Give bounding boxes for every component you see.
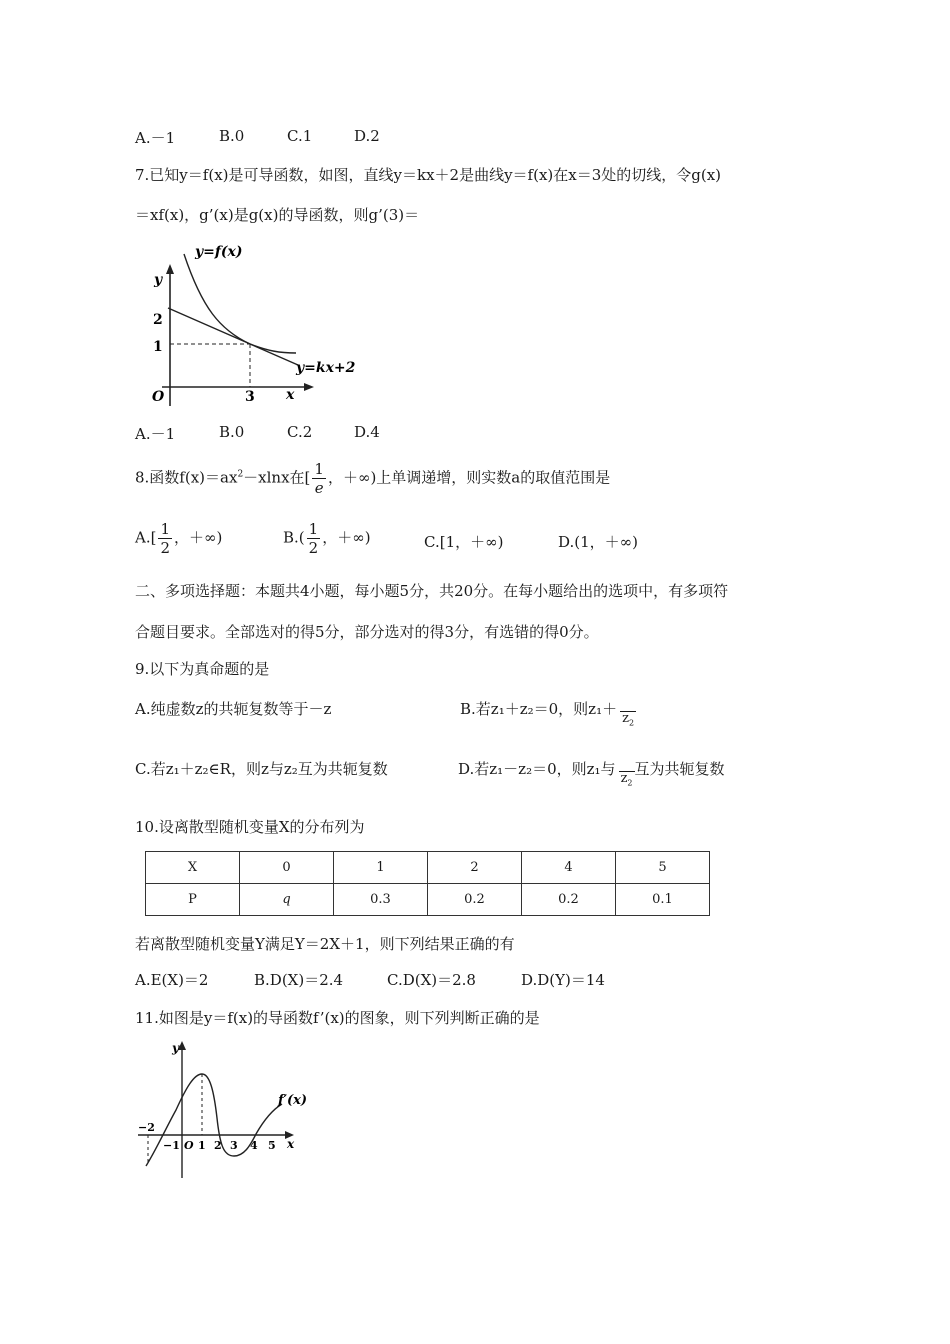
table-row (146, 852, 710, 884)
q7-origin-label: O (152, 389, 165, 405)
q10-option-b: B.D(X)＝2.4 (254, 971, 344, 989)
q8-option-d: D.(1，＋∞) (558, 533, 639, 551)
q8-opt-a-pre: A.[ (135, 528, 157, 547)
q7-stem-line2: ＝xf(x)，g’(x)是g(x)的导函数，则g’(3)＝ (135, 206, 420, 224)
table-cell: 1 (334, 852, 428, 884)
q9-option-a: A.纯虚数z的共轭复数等于－z (135, 700, 332, 718)
q11-curve-label: f′(x) (278, 1093, 308, 1108)
q8-suffix: ，＋∞)上单调递增，则实数a的取值范围是 (327, 468, 611, 487)
q8-opt-a-post: ，＋∞) (174, 528, 223, 547)
q10-option-c: C.D(X)＝2.8 (387, 971, 476, 989)
q9-option-d (458, 758, 725, 788)
q9-opt-d-pre: D.若z₁－z₂＝0，则z₁与 (458, 760, 616, 778)
q9-opt-d-post: 互为共轭复数 (634, 760, 725, 778)
table-cell: 2 (428, 852, 522, 884)
q8-opt-b-post: ，＋∞) (322, 528, 371, 547)
q11-tick-1: 1 (198, 1139, 206, 1152)
table-cell: 0.1 (616, 884, 710, 916)
table-cell: 4 (522, 852, 616, 884)
q11-tick-neg1: −1 (163, 1139, 180, 1152)
q9-stem: 9.以下为真命题的是 (135, 660, 270, 678)
q8-opt-b-num: 1 (308, 520, 319, 538)
q11-stem: 11.如图是y＝f(x)的导函数f’(x)的图象，则下列判断正确的是 (135, 1009, 540, 1027)
q9-option-b (460, 698, 636, 728)
q8-frac-num: 1 (314, 460, 324, 478)
section2-line1: 二、多项选择题：本题共4小题，每小题5分，共20分。在每小题给出的选项中，有多项符 (135, 582, 729, 600)
q8-frac-den: e (314, 479, 324, 497)
table-cell: P (146, 884, 240, 916)
q8-option-c: C.[1，＋∞) (424, 533, 504, 551)
q7-curve-label: y=f(x) (195, 244, 243, 260)
q11-tick-4: 4 (250, 1139, 258, 1152)
q8-exponent: 2 (237, 469, 244, 480)
q6-option-b: B.0 (219, 127, 245, 145)
q11-origin-label: O (184, 1139, 194, 1152)
q7-tick-y2: 2 (153, 312, 163, 328)
table-cell: 0.3 (334, 884, 428, 916)
table-cell: 0 (240, 852, 334, 884)
q7-stem-line1: 7.已知y＝f(x)是可导函数，如图，直线y＝kx＋2是曲线y＝f(x)在x＝3处的切线，令g(x) (135, 166, 722, 184)
q9-option-c: C.若z₁＋z₂∈R，则z与z₂互为共轭复数 (135, 760, 388, 778)
table-cell: 0.2 (428, 884, 522, 916)
q6-option-d: D.2 (354, 127, 380, 145)
q11-x-axis-label: x (287, 1137, 295, 1151)
q9-opt-b-conj-sub: 2 (628, 718, 635, 728)
q7-option-b: B.0 (219, 423, 245, 441)
table-cell: 0.2 (522, 884, 616, 916)
q7-line-label: y=kx+2 (296, 360, 356, 376)
table-cell: q (240, 884, 334, 916)
q9-opt-b-conj (620, 711, 636, 731)
q11-tick-5: 5 (268, 1139, 276, 1152)
q11-tick-3: 3 (230, 1139, 238, 1152)
q11-tick-neg2: −2 (138, 1121, 155, 1134)
q7-tick-x3: 3 (245, 389, 255, 405)
q10-follow: 若离散型随机变量Y满足Y＝2X＋1，则下列结果正确的有 (135, 935, 515, 953)
q8-opt-a-den: 2 (160, 539, 170, 557)
q8-option-a (135, 520, 222, 557)
q10-option-d: D.D(Y)＝14 (521, 971, 605, 989)
table-row (146, 884, 710, 916)
q8-prefix: 8.函数f(x)＝ax (135, 468, 238, 487)
q8-opt-a-frac (158, 520, 172, 557)
q9-opt-d-conj-sub: 2 (627, 778, 633, 788)
q9-opt-d-conj (619, 771, 635, 791)
q8-fraction (312, 460, 326, 497)
q7-x-axis-label: x (286, 387, 295, 403)
q8-opt-a-num: 1 (160, 520, 170, 538)
q9-opt-b-conj-z: z (622, 711, 629, 726)
q11-tick-2: 2 (214, 1139, 222, 1152)
q8-opt-b-frac (307, 520, 321, 557)
q6-option-a: A.－1 (135, 129, 176, 147)
q7-option-d: D.4 (354, 423, 380, 441)
section2-line2: 合题目要求。全部选对的得5分，部分选对的得3分，有选错的得0分。 (135, 623, 599, 641)
q8-stem (135, 460, 610, 497)
q7-tangent-figure (140, 238, 370, 413)
q10-stem: 10.设离散型随机变量X的分布列为 (135, 818, 365, 836)
q8-opt-b-pre: B.( (283, 528, 305, 547)
q7-tick-y1: 1 (153, 339, 163, 355)
q11-y-axis-label: y (172, 1041, 179, 1055)
q9-opt-b-pre: B.若z₁＋z₂＝0，则z₁＋ (460, 700, 618, 718)
q7-option-c: C.2 (287, 423, 313, 441)
q7-y-axis-label: y (154, 272, 163, 288)
q11-derivative-figure (132, 1038, 312, 1183)
q8-option-b (283, 520, 371, 557)
table-cell: X (146, 852, 240, 884)
q8-mid: －xlnx在[ (243, 468, 311, 487)
q9-opt-d-conj-z: z (620, 771, 628, 786)
q8-opt-b-den: 2 (308, 539, 319, 557)
table-cell: 5 (616, 852, 710, 884)
q10-distribution-table (145, 851, 710, 916)
q6-option-c: C.1 (287, 127, 313, 145)
q7-option-a: A.－1 (135, 425, 176, 443)
q10-option-a: A.E(X)＝2 (135, 971, 209, 989)
